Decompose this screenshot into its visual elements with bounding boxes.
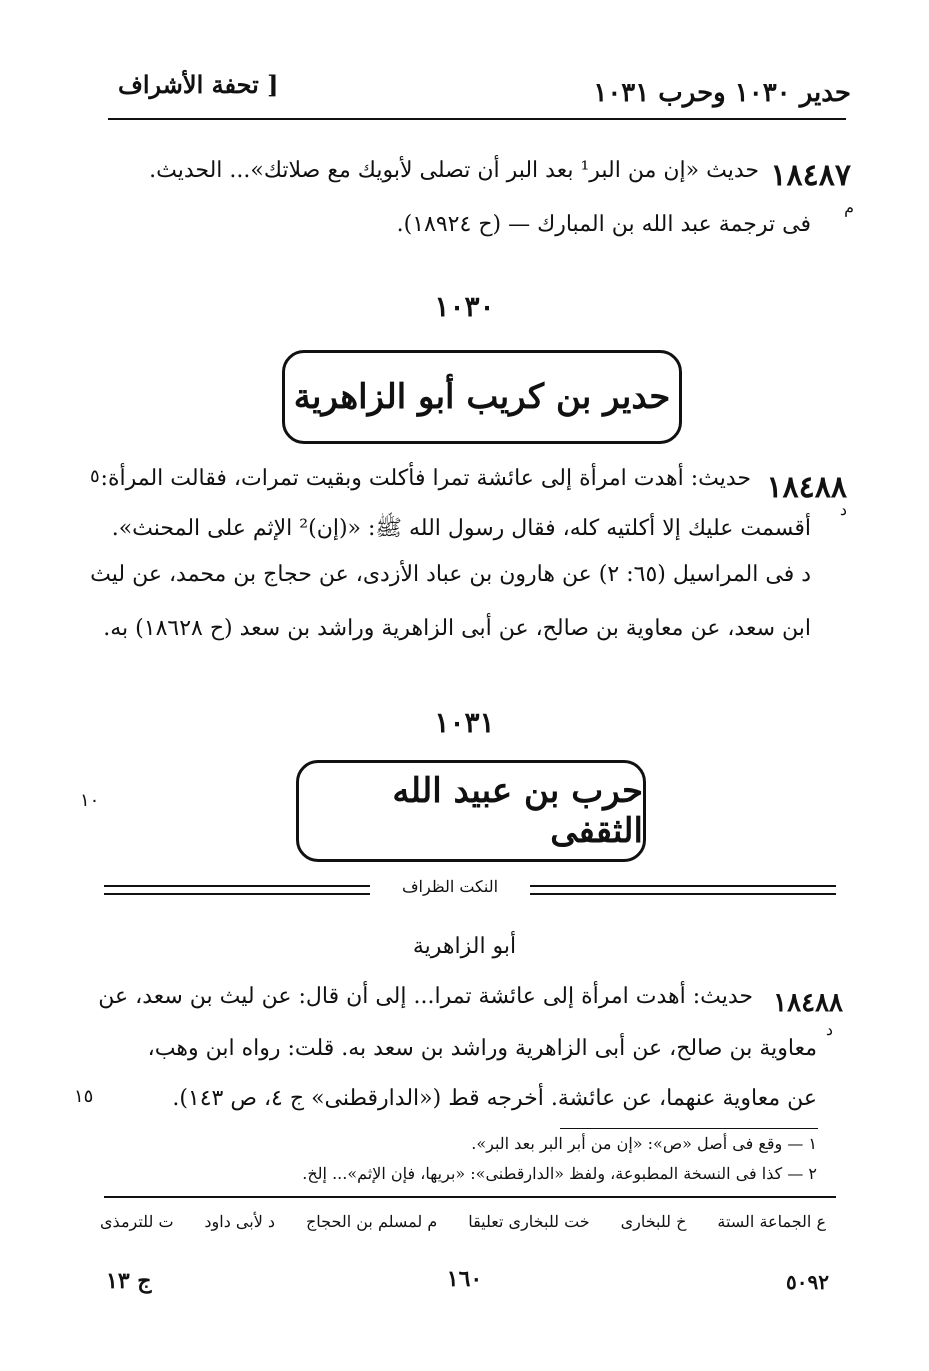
siglum-jamaa: ع الجماعة الستة <box>717 1212 826 1231</box>
nukat-line1: حديث: أهدت امرأة إلى عائشة تمرا... إلى أن قال: عن ليث بن سعد، عن <box>98 984 753 1009</box>
siglum-abu-dawud: د لأبى داود <box>204 1212 276 1231</box>
entry-18488-line3: د فى المراسيل (٦٥: ٢) عن هارون بن عباد الأزدى، عن حجاج بن محمد، عن ليث <box>90 562 811 587</box>
entry-18488-line2: أقسمت عليك إلا أكلتيه كله، فقال رسول الله ﷺ: «(إن)² الإثم على المحنث». <box>111 516 811 541</box>
nukat-entry-mark: د <box>825 1020 833 1039</box>
volume-number: ج ١٣ <box>106 1268 152 1294</box>
narrator-name-box-1030 <box>282 350 682 444</box>
nukat-label-text: النكت الظراف <box>401 877 499 896</box>
entry-18488-line1: حديث: أهدت امرأة إلى عائشة تمرا فأكلت وبقيت تمرات، فقالت المرأة: <box>100 466 751 491</box>
header-rule <box>108 118 846 120</box>
siglum-muslim: م لمسلم بن الحجاج <box>305 1212 438 1231</box>
entry-18487-mark: م <box>844 198 854 217</box>
entry-number-18487: ١٨٤٨٧ <box>770 158 851 193</box>
running-title: حدير ١٠٣٠ وحرب ١٠٣١ <box>593 78 851 108</box>
entry-18487-line1: حديث «إن من البر¹ بعد البر أن تصلى لأبويك مع صلاتك»... الحديث. <box>149 158 759 183</box>
nukat-line2: معاوية بن صالح، عن أبى الزاهرية وراشد بن سعد به. قلت: رواه ابن وهب، <box>147 1036 817 1061</box>
footnote-rule <box>560 1128 818 1129</box>
nukat-subject: أبو الزاهرية <box>412 934 517 959</box>
signature-number: ٥٠٩٢ <box>786 1270 829 1294</box>
footnote-2: ٢ — كذا فى النسخة المطبوعة، ولفظ «الدارقطنى»: «بريها، فإن الإثم»... إلخ. <box>302 1164 817 1183</box>
siglum-bukhari-taliq: خت للبخارى تعليقا <box>468 1212 590 1231</box>
entry-number-18488: ١٨٤٨٨ <box>766 470 847 505</box>
narrator-name-1030: حدير بن كريب أبو الزاهرية <box>293 377 671 417</box>
narrator-name-box-1031 <box>296 760 646 862</box>
page-number: ١٦٠ <box>446 1266 483 1292</box>
nukat-entry-number: ١٨٤٨٨ <box>773 988 843 1018</box>
nukat-line3: عن معاوية عنهما، عن عائشة. أخرجه قط («الدارقطنى» ج ٤، ص ١٤٣). <box>172 1086 817 1111</box>
siglum-bukhari: خ للبخارى <box>620 1212 687 1231</box>
entry-18487-line2: فى ترجمة عبد الله بن المبارك — (ح ١٨٩٢٤). <box>396 212 811 237</box>
narrator-name-1031: حرب بن عبيد الله الثقفى <box>392 771 643 851</box>
entry-18488-mark: د <box>839 500 847 519</box>
margin-number-5: ٥ <box>90 466 100 487</box>
footnote-1: ١ — وقع فى أصل «ص»: «إن من أبر البر بعد البر». <box>471 1134 817 1153</box>
section-number-1031: ١٠٣١ <box>434 706 495 739</box>
entry-18488-line4: ابن سعد، عن معاوية بن صالح، عن أبى الزاهرية وراشد بن سعد (ح ١٨٦٢٨) به. <box>103 616 811 641</box>
nukat-label <box>370 877 530 896</box>
sigla-rule <box>104 1196 836 1198</box>
margin-number-10: ١٠ <box>80 790 100 811</box>
margin-number-15: ١٥ <box>74 1086 94 1107</box>
book-title: [ تحفة الأشراف <box>118 70 279 99</box>
section-number-1030: ١٠٣٠ <box>434 290 495 323</box>
siglum-tirmidhi: ت للترمذى <box>100 1212 174 1231</box>
sigla-row <box>100 1212 826 1231</box>
